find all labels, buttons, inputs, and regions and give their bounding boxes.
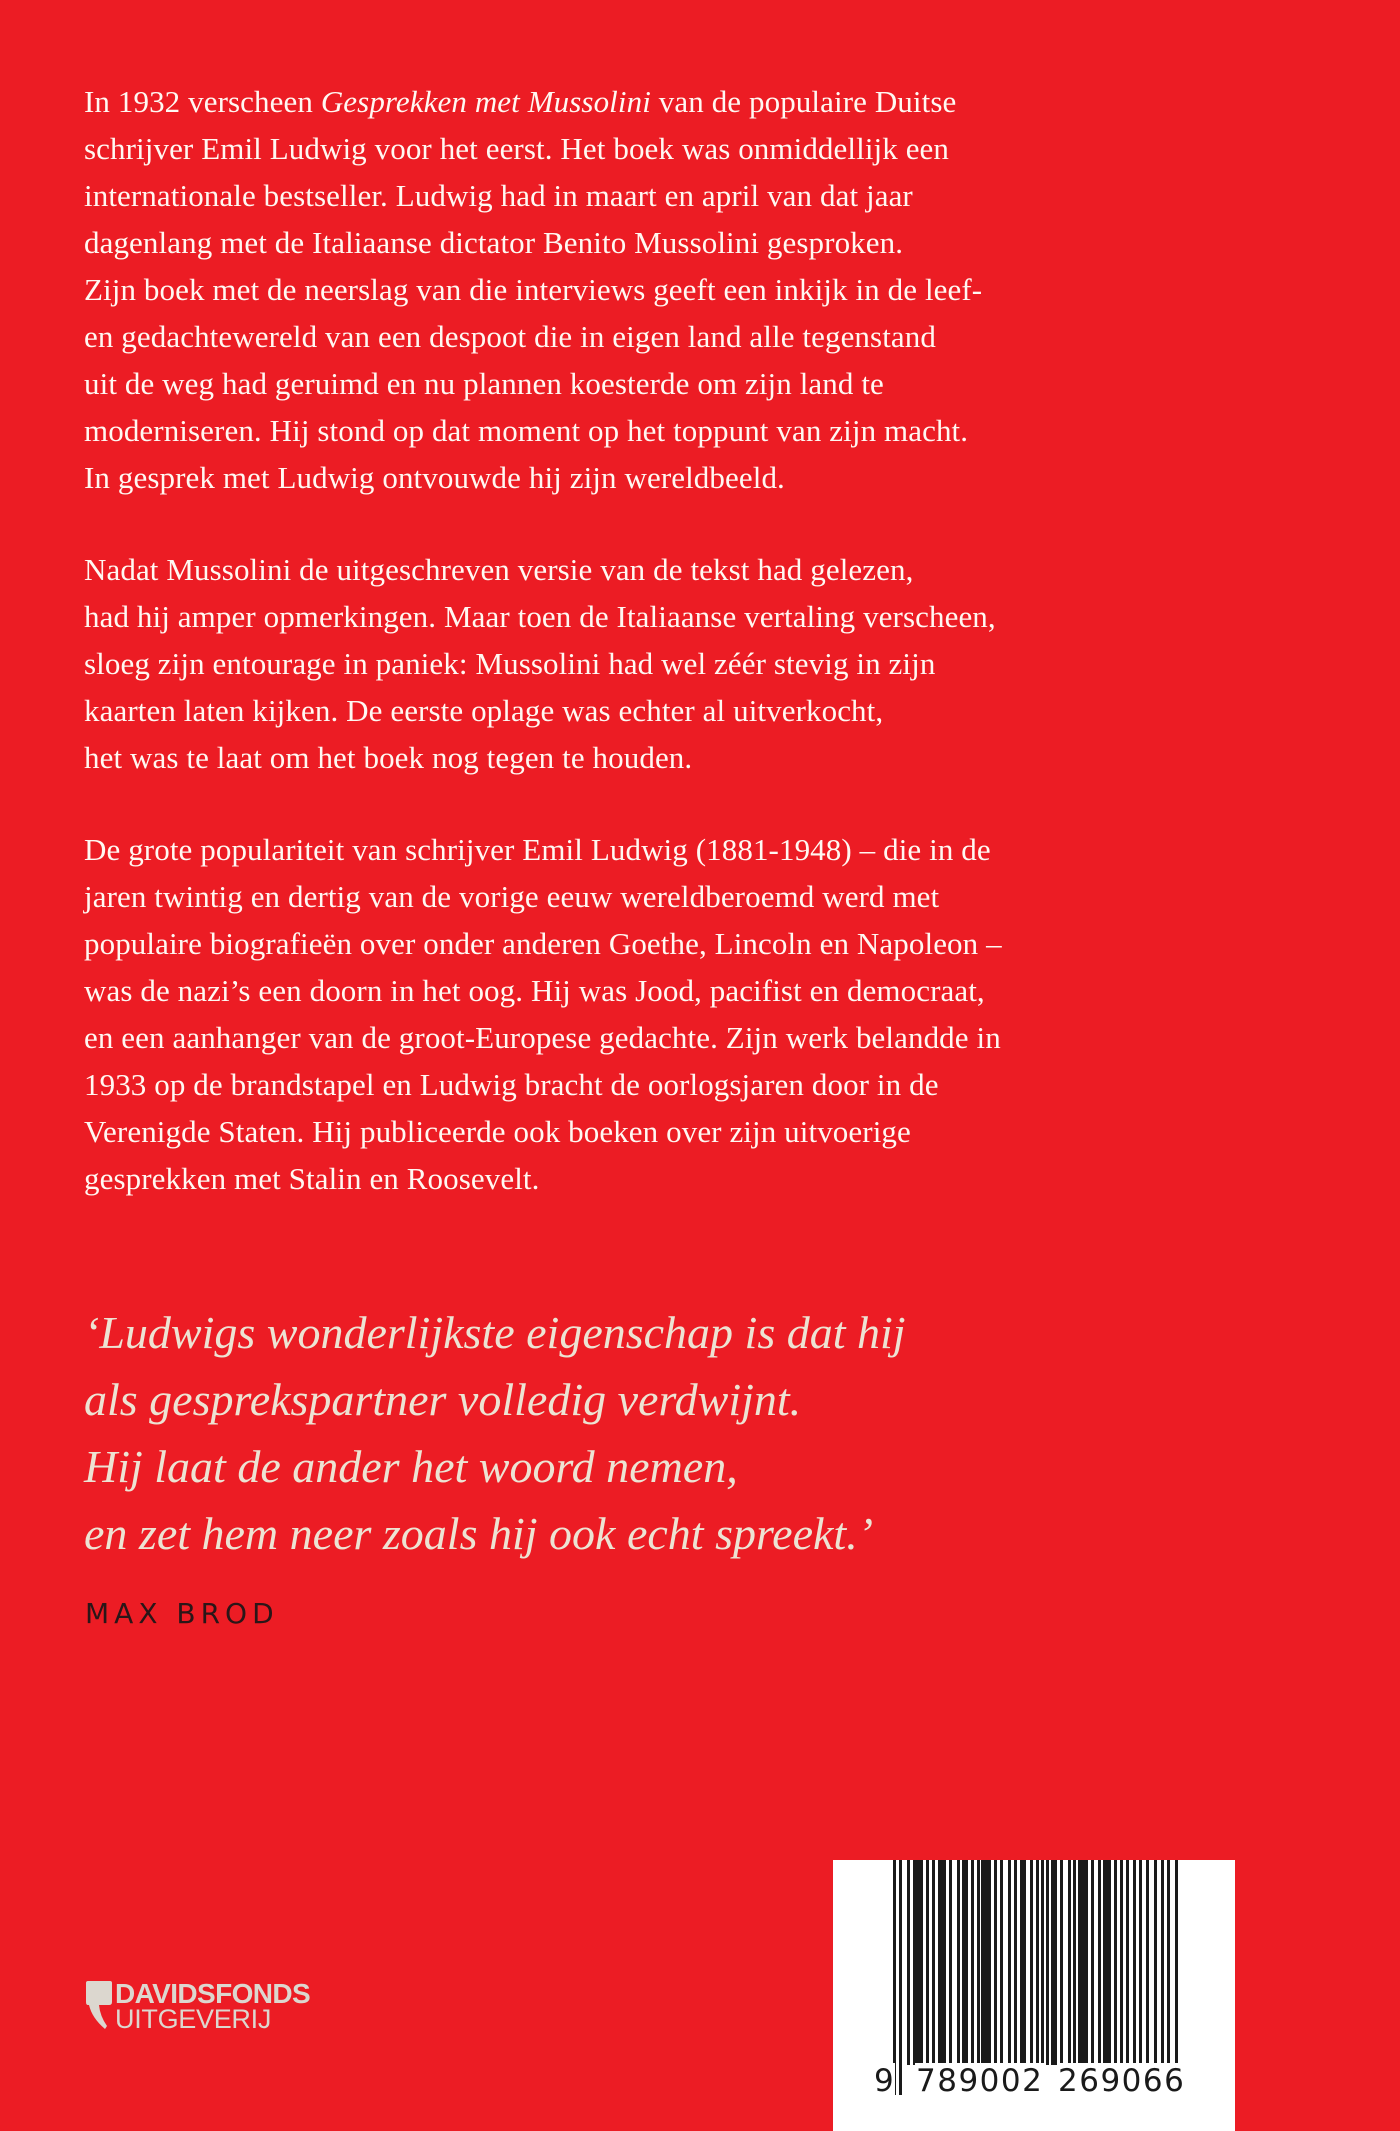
barcode-bar — [1041, 1860, 1044, 2065]
barcode-bar — [1014, 1860, 1017, 2065]
barcode-bar — [962, 1860, 968, 2065]
barcode-bar — [1008, 1860, 1011, 2065]
blurb-line: populaire biografieën over onder anderen Goethe, Lincoln en Napoleon – — [84, 926, 1002, 961]
blurb-line: internationale bestseller. Ludwig had in maart en april van dat jaar — [84, 178, 913, 213]
blurb-line: was de nazi’s een doorn in het oog. Hij was Jood, pacifist en democraat, — [84, 973, 985, 1008]
barcode-bar — [913, 1860, 923, 2065]
isbn-barcode — [833, 1860, 1235, 2131]
barcode-bar — [981, 1860, 991, 2065]
book-title: Gesprekken met Mussolini — [320, 84, 651, 119]
barcode-bar — [1120, 1860, 1123, 2065]
isbn-lead-digit: 9 — [874, 2063, 894, 2099]
blurb-line: het was te laat om het boek nog tegen te houden. — [84, 740, 693, 775]
barcode-bar — [1103, 1860, 1111, 2065]
barcode-bar — [1098, 1860, 1101, 2065]
isbn-group-2: 269066 — [1058, 2063, 1186, 2099]
barcode-bar — [1060, 1860, 1063, 2065]
isbn-group-1: 789002 — [916, 2063, 1044, 2099]
barcode-bar — [1161, 1860, 1164, 2065]
barcode-bar — [994, 1860, 997, 2065]
barcode-bar — [1146, 1860, 1149, 2065]
publisher-logo — [83, 1978, 373, 2038]
barcode-bar — [1073, 1860, 1076, 2065]
barcode-bar — [938, 1860, 946, 2065]
blurb-line: Zijn boek met de neerslag van die interviews geeft een inkijk in de leef- — [84, 272, 983, 307]
barcode-bar — [957, 1860, 960, 2065]
blurb-line: en een aanhanger van de groot-Europese gedachte. Zijn werk belandde in — [84, 1020, 1001, 1055]
barcode-bar — [949, 1860, 952, 2065]
barcode-bar — [893, 1860, 896, 2095]
barcode-bar — [1030, 1860, 1033, 2095]
barcode-bar — [1091, 1860, 1094, 2065]
barcode-bar — [926, 1860, 929, 2065]
blurb-line: kaarten laten kijken. De eerste oplage was echter al uitverkocht, — [84, 693, 884, 728]
barcode-bar — [932, 1860, 935, 2065]
blurb-line: Nadat Mussolini de uitgeschreven versie van de tekst had gelezen, — [84, 552, 914, 587]
barcode-bar — [1078, 1860, 1088, 2065]
blurb-line: dagenlang met de Italiaanse dictator Benito Mussolini gesproken. — [84, 225, 904, 260]
blurb-line — [84, 78, 956, 125]
barcode-bar — [1133, 1860, 1136, 2065]
quote-line: Hij laat de ander het woord nemen, — [84, 1441, 738, 1492]
blurb-line: 1933 op de brandstapel en Ludwig bracht de oorlogsjaren door in de — [84, 1067, 939, 1102]
blurb-line: jaren twintig en dertig van de vorige eeuw wereldberoemd werd met — [84, 879, 940, 914]
barcode-bars — [893, 1860, 1193, 2095]
barcode-bar — [907, 1860, 910, 2065]
blurb-line: sloeg zijn entourage in paniek: Mussolini had wel zéér stevig in zijn — [84, 646, 936, 681]
blurb-line: Verenigde Staten. Hij publiceerde ook boeken over zijn uitvoerige — [84, 1114, 911, 1149]
blurb-text-span: In 1932 verscheen — [84, 84, 321, 119]
barcode-bar — [971, 1860, 974, 2065]
blurb-line: De grote populariteit van schrijver Emil Ludwig (1881-1948) – die in de — [84, 832, 991, 867]
barcode-bar — [1068, 1860, 1071, 2065]
blurb-line: had hij amper opmerkingen. Maar toen de Italiaanse vertaling verscheen, — [84, 599, 996, 634]
quote-mark-icon — [83, 1978, 115, 2034]
barcode-bar — [1154, 1860, 1157, 2065]
blurb-line: gesprekken met Stalin en Roosevelt. — [84, 1161, 540, 1196]
blurb-line: schrijver Emil Ludwig voor het eerst. Het boek was onmiddellijk een — [84, 131, 950, 166]
barcode-bar — [1051, 1860, 1057, 2065]
barcode-bar — [1036, 1860, 1039, 2095]
barcode-bar — [1020, 1860, 1026, 2065]
blurb-line: en gedachtewereld van een despoot die in eigen land alle tegenstand — [84, 319, 936, 354]
quote-line: ‘Ludwigs wonderlijkste eigenschap is dat hij — [84, 1307, 906, 1358]
barcode-bar — [1046, 1860, 1049, 2065]
blurb-text-span: van de populaire Duitse — [650, 84, 957, 119]
blurb-line: moderniseren. Hij stond op dat moment op het toppunt van zijn macht. — [84, 413, 969, 448]
quote-line: als gesprekspartner volledig verdwijnt. — [84, 1374, 802, 1425]
barcode-bar — [1139, 1860, 1142, 2065]
barcode-bar — [1175, 1860, 1178, 2095]
publisher-name: DAVIDSFONDS — [115, 1978, 311, 2009]
barcode-bar — [1114, 1860, 1117, 2065]
barcode-bar — [1126, 1860, 1129, 2065]
publisher-subtitle: UITGEVERIJ — [115, 2004, 272, 2034]
barcode-bar — [1000, 1860, 1003, 2065]
barcode-bar — [977, 1860, 980, 2065]
blurb-line: In gesprek met Ludwig ontvouwde hij zijn wereldbeeld. — [84, 460, 785, 495]
blurb-line: uit de weg had geruimd en nu plannen koesterde om zijn land te — [84, 366, 884, 401]
barcode-bar — [899, 1860, 902, 2095]
quote-attribution: MAX BROD — [85, 1597, 279, 1630]
barcode-bar — [1167, 1860, 1170, 2095]
quote-line: en zet hem neer zoals hij ook echt spreekt.’ — [84, 1508, 874, 1559]
